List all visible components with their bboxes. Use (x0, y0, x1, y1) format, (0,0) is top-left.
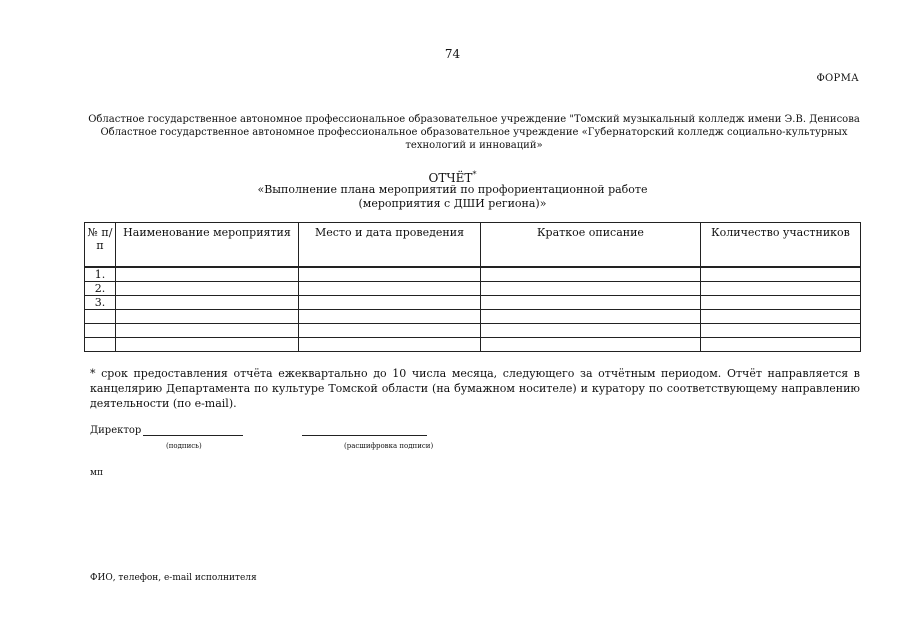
footnote: * срок предоставления отчёта ежеквартально до 10 числа месяца, следующего за отчётным периодом. Отчёт направляется в канцелярию Департамента по культуре Томской области (на бумажном носителе) и куратору по соответствующему направлению деятельности (по e-mail). (90, 367, 860, 410)
stamp-label: мп (90, 468, 103, 478)
table-row (85, 324, 861, 338)
table-cell (481, 282, 701, 296)
executor-label: ФИО, телефон, e-mail исполнителя (90, 573, 257, 583)
page-number: 74 (444, 47, 461, 61)
table-cell (701, 338, 861, 352)
table-cell (116, 296, 299, 310)
table-cell (701, 324, 861, 338)
signature-decoding-line (302, 435, 427, 436)
director-label: Директор (90, 425, 142, 436)
report-subtitle-line2: (мероприятия с ДШИ региона)» (358, 197, 547, 210)
table-cell (701, 296, 861, 310)
header-number: № п/п (85, 223, 116, 268)
table-row (85, 310, 861, 324)
signature-caption: (подпись) (166, 442, 202, 450)
table-cell (701, 267, 861, 282)
report-title-text: ОТЧЁТ (428, 171, 473, 185)
table-header-row (85, 223, 861, 268)
table-cell (85, 338, 116, 352)
report-title-mark: * (472, 170, 477, 179)
header-participants: Количество участников (701, 223, 861, 268)
table-row (85, 296, 861, 310)
header-description: Краткое описание (481, 223, 701, 268)
decoding-caption: (расшифровка подписи) (344, 442, 434, 450)
table-cell (481, 338, 701, 352)
table-cell (299, 282, 481, 296)
table-cell (116, 338, 299, 352)
table-row (85, 338, 861, 352)
table-cell (299, 296, 481, 310)
table-cell (481, 310, 701, 324)
table-cell: 1. (85, 267, 116, 282)
table-cell (85, 324, 116, 338)
header-place-date: Место и дата проведения (299, 223, 481, 268)
header-event-name: Наименование мероприятия (116, 223, 299, 268)
table-cell (299, 310, 481, 324)
table-cell (481, 324, 701, 338)
table-cell: 2. (85, 282, 116, 296)
report-subtitle-line1: «Выполнение плана мероприятий по профориентационной работе (257, 183, 648, 196)
table-cell (701, 282, 861, 296)
table-row (85, 282, 861, 296)
table-cell (299, 267, 481, 282)
table-cell (481, 296, 701, 310)
table-cell (116, 267, 299, 282)
table-cell (701, 310, 861, 324)
organization-name-2: Областное государственное автономное профессиональное образовательное учреждение «Губернаторский колледж социально-культурных технологий и инноваций» (100, 127, 848, 151)
table-cell (299, 338, 481, 352)
table-cell: 3. (85, 296, 116, 310)
table-cell (116, 282, 299, 296)
table-row (85, 267, 861, 282)
table-cell (116, 310, 299, 324)
table-cell (116, 324, 299, 338)
report-table (84, 222, 861, 352)
table-cell (481, 267, 701, 282)
table-cell (299, 324, 481, 338)
organization-name-1: Областное государственное автономное профессиональное образовательное учреждение "Томский музыкальный колледж имени Э.В. Денисова (88, 114, 860, 125)
form-label: ФОРМА (816, 73, 859, 84)
table-cell (85, 310, 116, 324)
signature-line (143, 435, 243, 436)
